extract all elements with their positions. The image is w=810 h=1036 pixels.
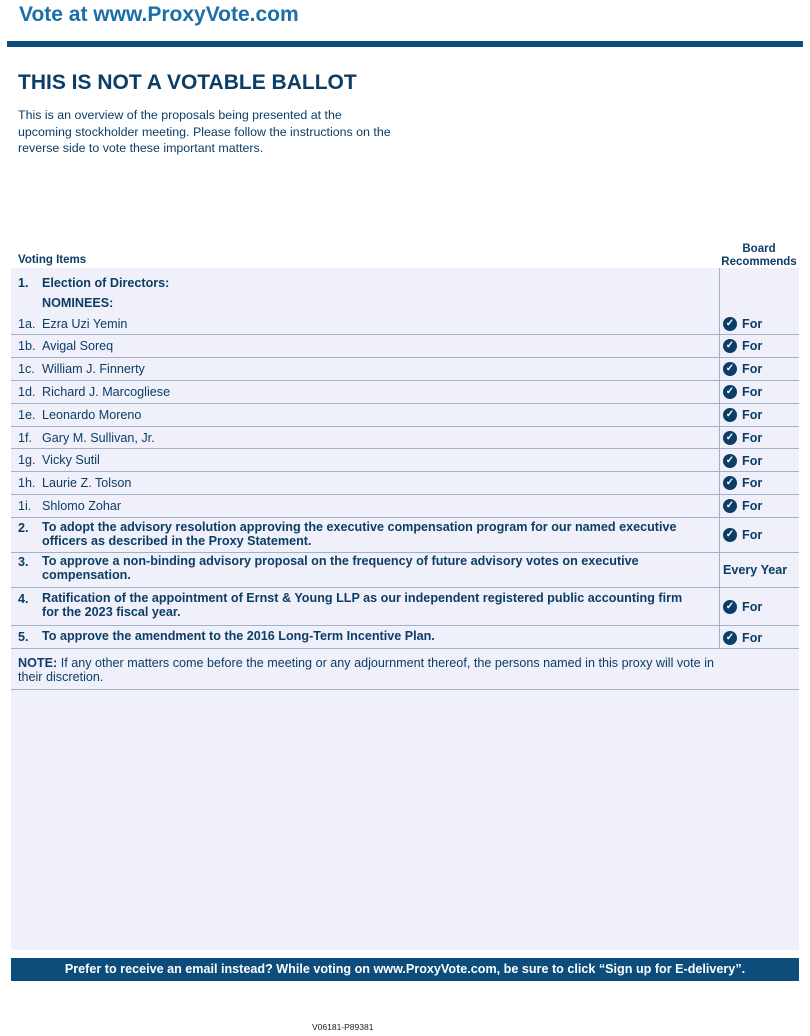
row-divider <box>11 689 799 690</box>
recommendation <box>723 563 787 577</box>
proposal-text-line1: To adopt the advisory resolution approving the executive compensation program for our named executive <box>42 520 677 534</box>
nominees-label: NOMINEES: <box>42 296 114 310</box>
check-icon: ✓ <box>723 408 737 422</box>
item-number: 1. <box>18 276 29 290</box>
nominee-number: 1c. <box>18 362 35 376</box>
proposal-text <box>42 555 715 582</box>
recommendation <box>723 631 762 645</box>
recommendation-label: For <box>742 631 763 645</box>
row-divider <box>11 648 799 649</box>
voting-items-heading: Voting Items <box>18 254 87 266</box>
recommendation <box>723 408 762 422</box>
recommendation-label: Every Year <box>723 563 788 577</box>
proposal-number: 4. <box>18 592 29 606</box>
recommendation <box>723 317 762 331</box>
row-divider <box>11 517 799 518</box>
recommendation-label: For <box>742 408 763 422</box>
nominee-name: Ezra Uzi Yemin <box>42 317 128 331</box>
row-divider <box>11 587 799 588</box>
proposal-number: 2. <box>18 521 29 535</box>
nominee-number: 1d. <box>18 385 36 399</box>
recommendation <box>723 454 762 468</box>
recommendation <box>723 385 762 399</box>
column-divider <box>719 268 720 648</box>
recommendation-label: For <box>742 431 763 445</box>
note-text <box>18 657 714 684</box>
row-divider <box>11 357 799 358</box>
nominee-number: 1i. <box>18 499 32 513</box>
proposal-number: 3. <box>18 555 29 569</box>
recommendation-label: For <box>742 528 763 542</box>
nominee-name: Gary M. Sullivan, Jr. <box>42 431 155 445</box>
proxyvote-header-link[interactable]: Vote at www.ProxyVote.com <box>19 3 299 26</box>
row-divider <box>11 403 799 404</box>
proposal-number: 5. <box>18 630 29 644</box>
proposal-text-line2: for the 2023 fiscal year. <box>42 604 181 619</box>
proposal-text-line2: officers as described in the Proxy Statement. <box>42 533 312 548</box>
board-recommends-heading <box>719 243 799 269</box>
recommendation-label: For <box>742 600 763 614</box>
recommendation <box>723 476 762 490</box>
recommendation-label: For <box>742 362 763 376</box>
item-label: Election of Directors: <box>42 276 170 290</box>
row-divider <box>11 625 799 626</box>
nominee-name: Avigal Soreq <box>42 339 114 353</box>
recommendation-label: For <box>742 339 763 353</box>
check-icon: ✓ <box>723 631 737 645</box>
recommendation <box>723 339 762 353</box>
proposal-text-line1: Ratification of the appointment of Ernst & Young LLP as our independent registered public accounting firm <box>42 591 683 605</box>
nominee-number: 1b. <box>18 339 36 353</box>
check-icon: ✓ <box>723 362 737 376</box>
recommendation-label: For <box>742 317 763 331</box>
recommendation-label: For <box>742 385 763 399</box>
check-icon: ✓ <box>723 476 737 490</box>
recommendation <box>723 528 762 542</box>
recommendation <box>723 600 762 614</box>
recommendation <box>723 362 762 376</box>
check-icon: ✓ <box>723 431 737 445</box>
nominee-number: 1e. <box>18 408 36 422</box>
board-recommends-line2: Recommends <box>721 256 797 268</box>
proposal-text <box>42 630 715 644</box>
nominee-name: William J. Finnerty <box>42 362 145 376</box>
header-divider <box>7 41 803 47</box>
proposal-text-line1: To approve a non-binding advisory proposal on the frequency of future advisory votes on executive <box>42 554 639 568</box>
nominee-number: 1g. <box>18 453 36 467</box>
proposal-text-line2: compensation. <box>42 567 131 582</box>
intro-paragraph: This is an overview of the proposals being presented at the upcoming stockholder meeting. Please follow the instructions on the reverse side to vote these important matters. <box>18 108 391 155</box>
row-divider <box>11 471 799 472</box>
note-label: NOTE: <box>18 656 58 670</box>
board-recommends-line1: Board <box>742 243 776 255</box>
proposal-text <box>42 521 715 548</box>
e-delivery-banner: Prefer to receive an email instead? While voting on www.ProxyVote.com, be sure to click “Sign up for E-delivery”. <box>11 958 799 981</box>
check-icon: ✓ <box>723 499 737 513</box>
row-divider <box>11 426 799 427</box>
proposal-text <box>42 592 715 619</box>
page-title: THIS IS NOT A VOTABLE BALLOT <box>18 71 357 94</box>
check-icon: ✓ <box>723 317 737 331</box>
recommendation-label: For <box>742 454 763 468</box>
nominee-number: 1h. <box>18 476 36 490</box>
recommendation-label: For <box>742 499 763 513</box>
row-divider <box>11 334 799 335</box>
nominee-name: Leonardo Moreno <box>42 408 142 422</box>
nominee-name: Vicky Sutil <box>42 453 100 467</box>
row-divider <box>11 380 799 381</box>
proposal-text-line1: To approve the amendment to the 2016 Long-Term Incentive Plan. <box>42 629 435 643</box>
recommendation <box>723 499 762 513</box>
note-body: If any other matters come before the meeting or any adjournment thereof, the persons named in this proxy will vote in their discretion. <box>18 656 714 684</box>
row-divider <box>11 494 799 495</box>
nominee-name: Richard J. Marcogliese <box>42 385 171 399</box>
check-icon: ✓ <box>723 339 737 353</box>
nominee-name: Shlomo Zohar <box>42 499 122 513</box>
row-divider <box>11 448 799 449</box>
nominee-number: 1f. <box>18 431 33 445</box>
check-icon: ✓ <box>723 528 737 542</box>
row-divider <box>11 552 799 553</box>
recommendation <box>723 431 762 445</box>
nominee-number: 1a. <box>18 317 36 331</box>
nominee-name: Laurie Z. Tolson <box>42 476 132 490</box>
check-icon: ✓ <box>723 600 737 614</box>
check-icon: ✓ <box>723 385 737 399</box>
document-code: V06181-P89381 <box>312 1022 374 1032</box>
check-icon: ✓ <box>723 454 737 468</box>
recommendation-label: For <box>742 476 763 490</box>
